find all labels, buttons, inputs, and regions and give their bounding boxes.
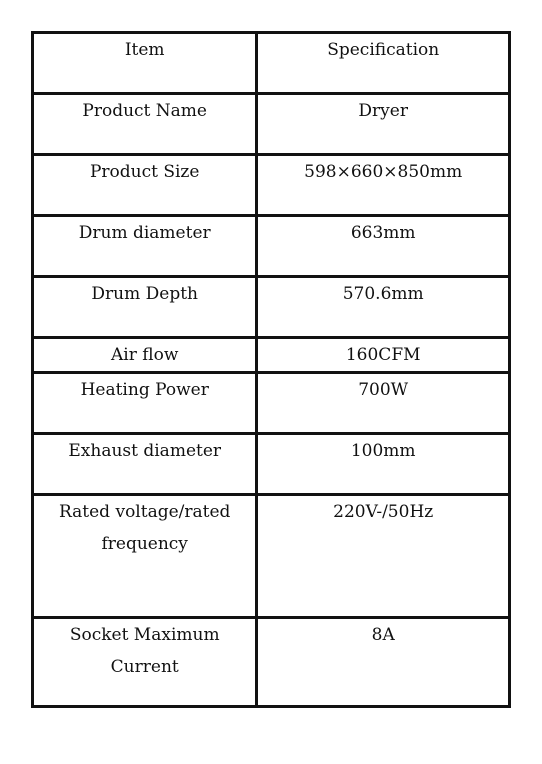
row-item-label: Drum Depth <box>33 277 257 338</box>
row-item-label: Product Name <box>33 94 257 155</box>
row-item-value: 663mm <box>257 216 510 277</box>
table-row <box>33 155 510 216</box>
table-row <box>33 94 510 155</box>
row-item-label: Exhaust diameter <box>33 434 257 495</box>
row-item-value: 570.6mm <box>257 277 510 338</box>
row-item-label: Drum diameter <box>33 216 257 277</box>
row-item-value: 8A <box>257 618 510 707</box>
table-header-row <box>33 33 510 94</box>
table-row <box>33 216 510 277</box>
header-specification: Specification <box>257 33 510 94</box>
table-row <box>33 434 510 495</box>
table-row <box>33 338 510 373</box>
row-item-label: Product Size <box>33 155 257 216</box>
row-item-value: Dryer <box>257 94 510 155</box>
row-item-label: Rated voltage/rated frequency <box>33 495 257 618</box>
table-row <box>33 373 510 434</box>
table-row <box>33 495 510 618</box>
table-row <box>33 618 510 707</box>
row-item-value: 160CFM <box>257 338 510 373</box>
row-item-value: 100mm <box>257 434 510 495</box>
row-item-value: 220V-/50Hz <box>257 495 510 618</box>
specification-table <box>31 31 511 708</box>
row-item-value: 700W <box>257 373 510 434</box>
row-item-label: Air flow <box>33 338 257 373</box>
table-row <box>33 277 510 338</box>
header-item: Item <box>33 33 257 94</box>
row-item-label: Socket Maximum Current <box>33 618 257 707</box>
row-item-label: Heating Power <box>33 373 257 434</box>
row-item-value: 598×660×850mm <box>257 155 510 216</box>
